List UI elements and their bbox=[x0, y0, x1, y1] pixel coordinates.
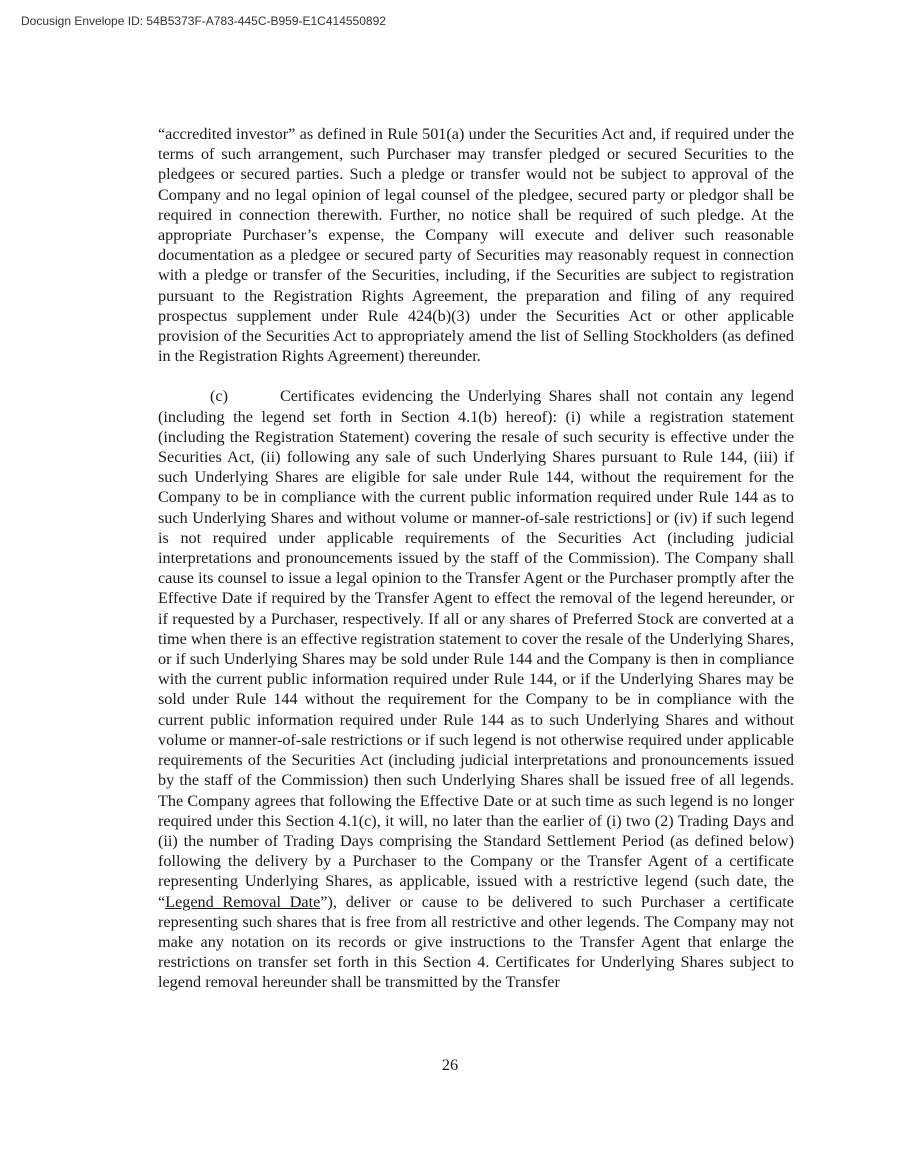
section-label-c: (c) bbox=[210, 387, 228, 406]
paragraph-c-certificates bbox=[158, 386, 794, 992]
document-body bbox=[158, 124, 794, 993]
paragraph-c-text-before: Certificates evidencing the Underlying Shares shall not contain any legend (including the legend set forth in Section 4.1(b) hereof): (i) while a registration statement (including the Registration Statement) covering the resale of such security is effective under the Securities Act, (ii) following any sale of such Underlying Shares pursuant to Rule 144, (iii) if such Underlying Shares are eligible for sale under Rule 144, without the requirement for the Company to be in compliance with the current public information required under Rule 144 as to such Underlying Shares and without volume or manner-of-sale restrictions] or (iv) if such legend is not required under applicable requirements of the Securities Act (including judicial interpretations and pronouncements issued by the staff of the Commission). The Company shall cause its counsel to issue a legal opinion to the Transfer Agent or the Purchaser promptly after the Effective Date if required by the Transfer Agent to effect the removal of the legend hereunder, or if requested by a Purchaser, respectively. If all or any shares of Preferred Stock are converted at a time when there is an effective registration statement to cover the resale of the Underlying Shares, or if such Underlying Shares may be sold under Rule 144 and the Company is then in compliance with the current public information required under Rule 144, or if the Underlying Shares may be sold under Rule 144 without the requirement for the Company to be in compliance with the current public information required under Rule 144 as to such Underlying Shares and without volume or manner-of-sale restrictions or if such legend is not otherwise required under applicable requirements of the Securities Act (including judicial interpretations and pronouncements issued by the staff of the Commission) then such Underlying Shares shall be issued free of all legends. The Company agrees that following the Effective Date or at such time as such legend is no longer required under this Section 4.1(c), it will, no later than the earlier of (i) two (2) Trading Days and (ii) the number of Trading Days comprising the Standard Settlement Period (as defined below) following the delivery by a Purchaser to the Company or the Transfer Agent of a certificate representing Underlying Shares, as applicable, issued with a restrictive legend (such date, the “ bbox=[158, 387, 794, 911]
defined-term-legend-removal-date: Legend Removal Date bbox=[165, 892, 321, 911]
page-number: 26 bbox=[441, 1056, 459, 1074]
docusign-envelope-id: Docusign Envelope ID: 54B5373F-A783-445C-B959-E1C414550892 bbox=[21, 14, 386, 28]
paragraph-c-text-after: ”), deliver or cause to be delivered to such Purchaser a certificate representing such shares that is free from all restrictive and other legends. The Company may not make any notation on its records or give instructions to the Transfer Agent that enlarge the restrictions on transfer set forth in this Section 4. Certificates for Underlying Shares subject to legend removal hereunder shall be transmitted by the Transfer bbox=[158, 892, 794, 992]
paragraph-pledge: “accredited investor” as defined in Rule 501(a) under the Securities Act and, if required under the terms of such arrangement, such Purchaser may transfer pledged or secured Securities to the pledgees or secured parties. Such a pledge or transfer would not be subject to approval of the Company and no legal opinion of legal counsel of the pledgee, secured party or pledgor shall be required in connection therewith. Further, no notice shall be required of such pledge. At the appropriate Purchaser’s expense, the Company will execute and deliver such reasonable documentation as a pledgee or secured party of Securities may reasonably request in connection with a pledge or transfer of the Securities, including, if the Securities are subject to registration pursuant to the Registration Rights Agreement, the preparation and filing of any required prospectus supplement under Rule 424(b)(3) under the Securities Act or other applicable provision of the Securities Act to appropriately amend the list of Selling Stockholders (as defined in the Registration Rights Agreement) thereunder. bbox=[158, 125, 794, 366]
